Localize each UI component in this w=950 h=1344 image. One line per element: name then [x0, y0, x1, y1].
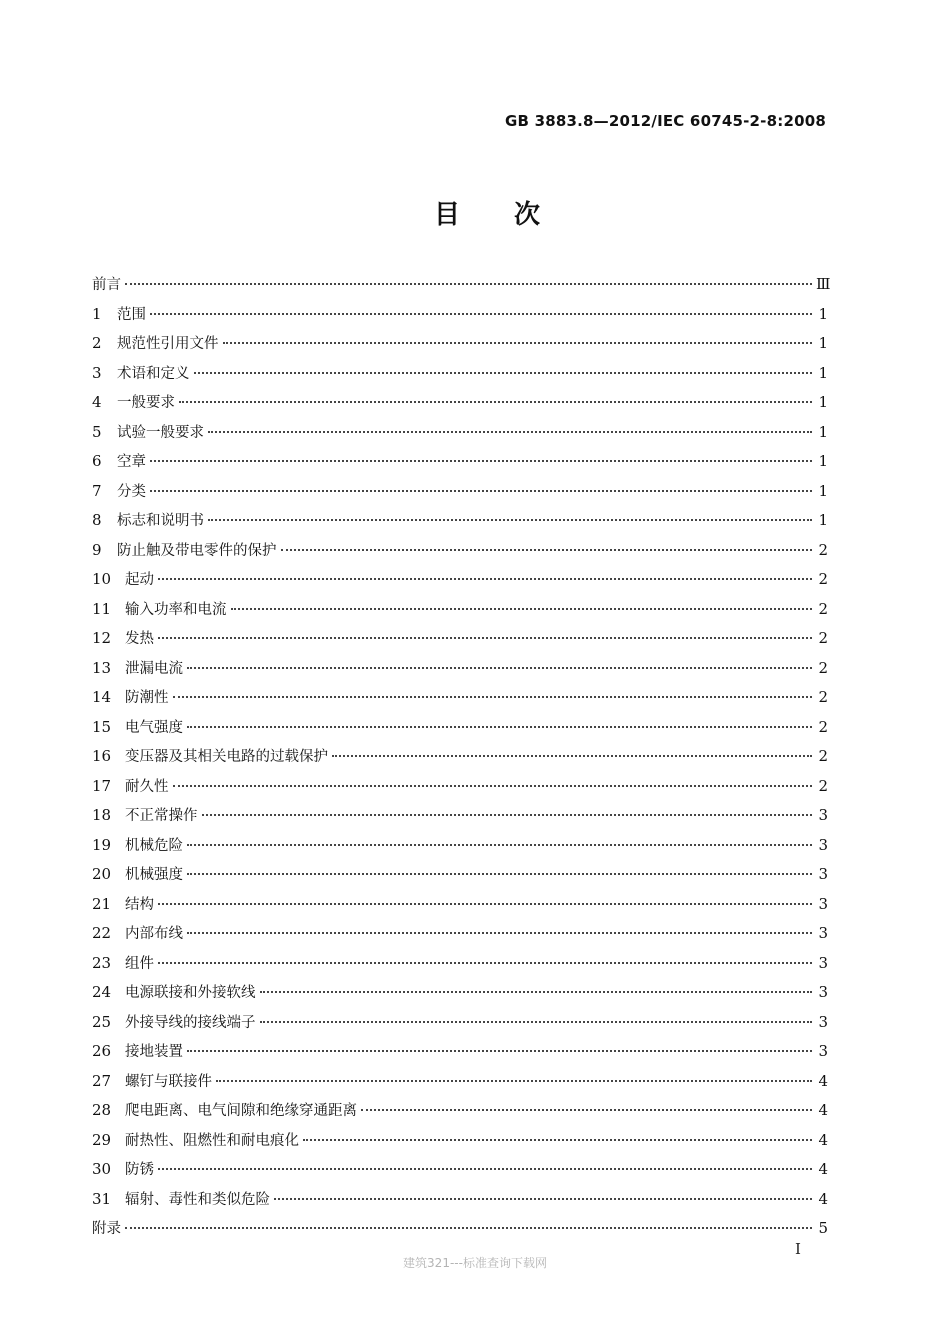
toc-entry-label: 防潮性: [125, 690, 169, 706]
toc-entry-label: 结构: [125, 896, 154, 913]
toc-entry-number: 16: [92, 747, 112, 765]
toc-leader-dots: [223, 341, 813, 344]
toc-leader-dots: [158, 902, 812, 905]
toc-leader-dots: [158, 961, 812, 964]
toc-entry-number: 24: [92, 983, 112, 1001]
toc-entry-label: 组件: [125, 955, 154, 972]
toc-entry-label: 电源联接和外接软线: [125, 985, 256, 1001]
toc-leader-dots: [158, 1167, 812, 1170]
toc-entry-label: 标志和说明书: [117, 513, 204, 529]
toc-leader-dots: [125, 282, 812, 285]
toc-entry-page: 2: [818, 688, 828, 706]
toc-entry-number: 2: [92, 334, 102, 352]
toc-entry-page: 3: [818, 924, 828, 942]
toc-entry[interactable]: [92, 418, 828, 448]
toc-entry-page: 3: [818, 806, 828, 824]
toc-entry[interactable]: [92, 919, 828, 949]
toc-entry-page: 2: [818, 599, 828, 618]
toc-entry-label: 输入功率和电流: [125, 601, 227, 618]
toc-entry-number: 11: [92, 599, 112, 618]
toc-entry[interactable]: [92, 1096, 828, 1126]
toc-entry-label: 规范性引用文件: [117, 336, 219, 352]
toc-entry-number: 17: [92, 776, 112, 795]
toc-leader-dots: [274, 1197, 812, 1200]
toc-entry-label: 机械强度: [125, 867, 183, 883]
toc-leader-dots: [187, 666, 812, 669]
toc-entry-page: 1: [818, 304, 828, 323]
toc-entry-number: 10: [92, 570, 112, 588]
toc-leader-dots: [150, 312, 812, 315]
toc-entry[interactable]: [92, 388, 828, 418]
toc-entry-number: 7: [92, 481, 102, 500]
toc-entry-label: 术语和定义: [117, 365, 190, 382]
toc-entry[interactable]: [92, 329, 828, 359]
toc-entry-page: 3: [818, 835, 828, 854]
toc-entry-label: 变压器及其相关电路的过载保护: [125, 749, 328, 765]
toc-entry[interactable]: [92, 1126, 828, 1156]
toc-entry-label: 耐热性、阻燃性和耐电痕化: [125, 1132, 299, 1149]
toc-entry[interactable]: [92, 890, 828, 920]
toc-entry-number: 22: [92, 924, 112, 942]
toc-entry-label: 爬电距离、电气间隙和绝缘穿通距离: [125, 1103, 357, 1119]
toc-entry-page: 4: [818, 1189, 828, 1208]
toc-entry[interactable]: [92, 270, 831, 300]
toc-entry-number: 23: [92, 953, 112, 972]
toc-entry-label: 防止触及带电零件的保护: [117, 542, 277, 559]
toc-entry-label: 电气强度: [125, 719, 183, 736]
toc-leader-dots: [361, 1108, 812, 1111]
toc-entry-label: 附录: [92, 1221, 121, 1237]
toc-leader-dots: [216, 1079, 812, 1082]
toc-entry-number: 20: [92, 865, 112, 883]
toc-entry-page: 2: [818, 540, 828, 559]
toc-entry[interactable]: [92, 359, 828, 389]
toc-entry-page: 1: [818, 511, 828, 529]
page-number: I: [795, 1240, 801, 1258]
toc-entry-number: 15: [92, 717, 112, 736]
toc-entry-page: 2: [818, 658, 828, 677]
toc-entry-number: 28: [92, 1101, 112, 1119]
table-of-contents: [92, 270, 831, 1244]
toc-entry-page: 1: [818, 334, 828, 352]
toc-entry-label: 空章: [117, 454, 146, 470]
toc-leader-dots: [194, 371, 813, 374]
toc-entry[interactable]: [92, 477, 828, 507]
toc-leader-dots: [208, 430, 812, 433]
toc-entry[interactable]: [92, 654, 828, 684]
toc-entry[interactable]: [92, 860, 828, 890]
toc-entry[interactable]: [92, 536, 828, 566]
toc-entry-number: 27: [92, 1071, 112, 1090]
toc-entry-label: 起动: [125, 572, 154, 588]
toc-entry-number: 31: [92, 1189, 112, 1208]
toc-entry-page: 5: [818, 1219, 828, 1237]
toc-entry-page: 2: [818, 717, 828, 736]
toc-entry-label: 防锈: [125, 1162, 154, 1178]
toc-entry-number: 12: [92, 629, 112, 647]
toc-leader-dots: [260, 990, 813, 993]
toc-leader-dots: [260, 1020, 813, 1023]
toc-entry-number: 4: [92, 393, 102, 411]
toc-leader-dots: [179, 400, 812, 403]
toc-entry-page: 4: [818, 1130, 828, 1149]
toc-entry[interactable]: [92, 978, 828, 1008]
toc-entry-label: 机械危险: [125, 837, 183, 854]
toc-entry-label: 接地装置: [125, 1044, 183, 1060]
toc-leader-dots: [187, 872, 812, 875]
toc-entry-page: 3: [818, 865, 828, 883]
toc-entry-label: 范围: [117, 306, 146, 323]
toc-entry[interactable]: [92, 1214, 828, 1244]
toc-leader-dots: [332, 754, 812, 757]
toc-entry-page: 4: [818, 1101, 828, 1119]
toc-entry-number: 13: [92, 658, 112, 677]
toc-entry[interactable]: [92, 1037, 828, 1067]
toc-entry-label: 前言: [92, 277, 121, 293]
toc-entry-page: 1: [818, 363, 828, 382]
toc-entry-number: 5: [92, 422, 102, 441]
standard-code: GB 3883.8—2012/IEC 60745-2-8:2008: [505, 112, 826, 130]
toc-leader-dots: [281, 548, 813, 551]
toc-entry[interactable]: [92, 1155, 828, 1185]
toc-leader-dots: [173, 784, 813, 787]
toc-leader-dots: [125, 1226, 812, 1229]
toc-entry-page: 3: [818, 953, 828, 972]
toc-entry[interactable]: [92, 1067, 828, 1097]
toc-entry-page: 3: [818, 1012, 828, 1031]
toc-entry[interactable]: [92, 300, 828, 330]
toc-entry-number: 18: [92, 806, 112, 824]
footer-watermark: 建筑321---标准查询下载网: [403, 1256, 547, 1270]
toc-entry[interactable]: [92, 801, 828, 831]
toc-leader-dots: [187, 1049, 812, 1052]
toc-entry-page: 1: [818, 481, 828, 500]
toc-leader-dots: [158, 577, 812, 580]
toc-entry-number: 6: [92, 452, 102, 470]
toc-leader-dots: [158, 636, 812, 639]
toc-entry-label: 不正常操作: [125, 808, 198, 824]
toc-entry-page: 2: [818, 629, 828, 647]
toc-entry-page: 1: [818, 393, 828, 411]
toc-entry[interactable]: [92, 713, 828, 743]
toc-entry-label: 分类: [117, 483, 146, 500]
toc-leader-dots: [150, 489, 812, 492]
toc-leader-dots: [187, 931, 812, 934]
toc-entry[interactable]: [92, 595, 828, 625]
toc-leader-dots: [187, 725, 812, 728]
toc-entry-label: 发热: [125, 631, 154, 647]
toc-entry-page: 4: [818, 1160, 828, 1178]
toc-entry[interactable]: [92, 1185, 828, 1215]
toc-entry-number: 26: [92, 1042, 112, 1060]
toc-entry-number: 8: [92, 511, 102, 529]
toc-entry-page: 3: [818, 1042, 828, 1060]
toc-entry-number: 3: [92, 363, 102, 382]
toc-entry-label: 泄漏电流: [125, 660, 183, 677]
toc-entry[interactable]: [92, 1008, 828, 1038]
toc-entry[interactable]: [92, 683, 828, 713]
toc-entry-number: 9: [92, 540, 102, 559]
toc-entry-number: 30: [92, 1160, 112, 1178]
toc-entry-label: 辐射、毒性和类似危险: [125, 1191, 270, 1208]
toc-entry[interactable]: [92, 624, 828, 654]
toc-entry-page: 2: [818, 570, 828, 588]
toc-entry[interactable]: [92, 772, 828, 802]
toc-entry-number: 1: [92, 304, 102, 323]
toc-entry-number: 14: [92, 688, 112, 706]
toc-entry-label: 试验一般要求: [117, 424, 204, 441]
toc-entry-page: 3: [818, 983, 828, 1001]
toc-entry-label: 一般要求: [117, 395, 175, 411]
toc-entry[interactable]: [92, 742, 828, 772]
toc-entry-number: 21: [92, 894, 112, 913]
toc-entry-number: 29: [92, 1130, 112, 1149]
toc-leader-dots: [231, 607, 813, 610]
toc-entry[interactable]: [92, 831, 828, 861]
toc-entry-page: 3: [818, 894, 828, 913]
toc-entry-page: 2: [818, 776, 828, 795]
toc-entry-page: 1: [818, 452, 828, 470]
toc-entry[interactable]: [92, 565, 828, 595]
toc-entry[interactable]: [92, 506, 828, 536]
toc-leader-dots: [303, 1138, 812, 1141]
toc-entry[interactable]: [92, 949, 828, 979]
toc-leader-dots: [202, 813, 813, 816]
toc-entry-page: 2: [818, 747, 828, 765]
toc-entry-label: 内部布线: [125, 926, 183, 942]
toc-entry-page: 4: [818, 1071, 828, 1090]
toc-leader-dots: [150, 459, 812, 462]
page-title: 目次: [433, 200, 594, 230]
toc-leader-dots: [173, 695, 813, 698]
toc-entry-number: 19: [92, 835, 112, 854]
toc-entry[interactable]: [92, 447, 828, 477]
toc-entry-label: 外接导线的接线端子: [125, 1014, 256, 1031]
toc-entry-label: 耐久性: [125, 778, 169, 795]
toc-entry-page: 1: [818, 422, 828, 441]
toc-entry-page: Ⅲ: [816, 275, 831, 293]
toc-entry-number: 25: [92, 1012, 112, 1031]
toc-entry-label: 螺钉与联接件: [125, 1073, 212, 1090]
toc-leader-dots: [208, 518, 812, 521]
toc-leader-dots: [187, 843, 812, 846]
